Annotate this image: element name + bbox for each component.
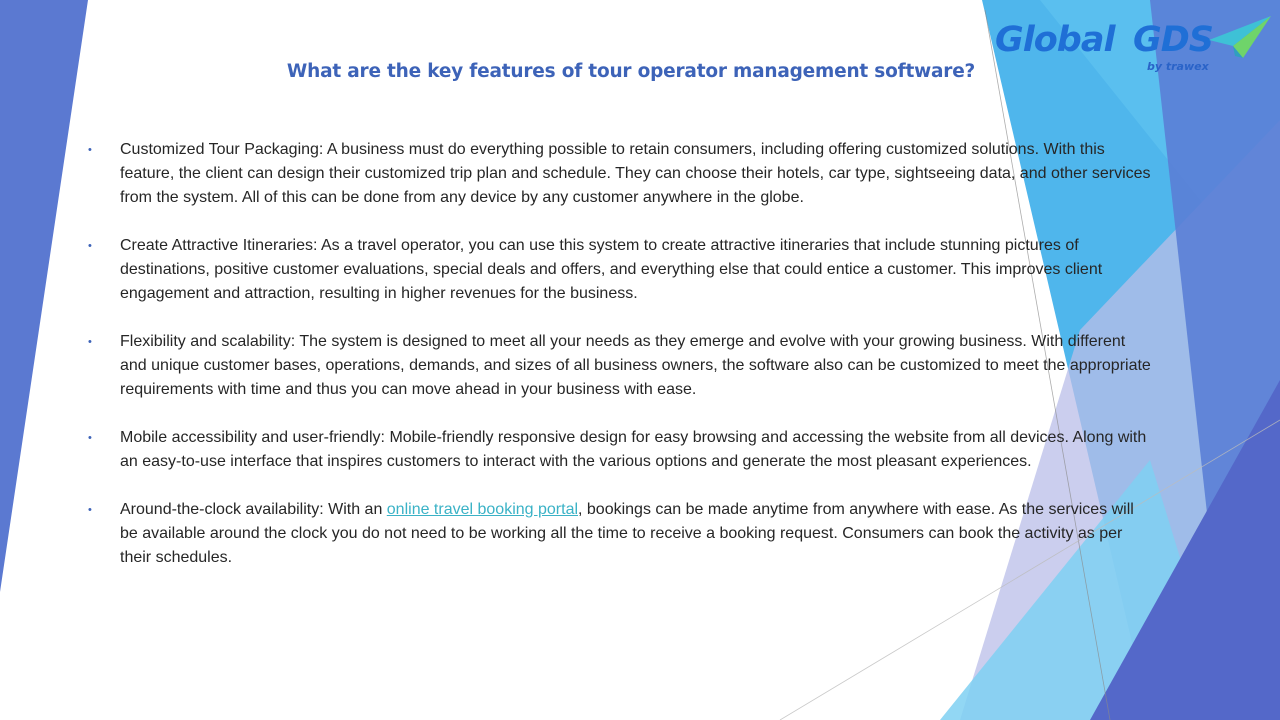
feature-bullet-list	[88, 138, 1156, 594]
bullet-text: Create Attractive Itineraries: As a travel operator, you can use this system to create attractive itineraries that include stunning pictures of destinations, positive customer evaluations, special deals and offers, and everything else that could entice a customer. This improves client engagement and attraction, resulting in higher revenues for the business.	[120, 237, 1103, 302]
bullet-item-itineraries	[88, 234, 1156, 306]
bullet-symbol: •	[88, 240, 92, 252]
logo-tagline: by trawex	[1147, 60, 1209, 73]
bullet-item-customized-tour	[88, 138, 1156, 210]
bullet-symbol: •	[88, 336, 92, 348]
logo-brand-text: Global	[995, 20, 1115, 60]
bullet-symbol: •	[88, 504, 92, 516]
left-blue-shape	[0, 0, 88, 592]
bullet-item-mobile	[88, 426, 1156, 474]
bullet-text-after-link: , bookings can be made anytime from anywhere with ease. As the services will be available around the clock you do not need to be working all the time to receive a booking request. Consumers can book the activity as per their schedules.	[120, 501, 1134, 566]
bullet-text: Mobile accessibility and user-friendly: Mobile-friendly responsive design for easy browsing and accessing the website from all devices. Along with an easy-to-use interface that inspires customers to interact with the various options and generate the most pleasant experiences.	[120, 429, 1147, 470]
online-travel-booking-portal-link[interactable]: online travel booking portal	[386, 501, 579, 518]
slide-title: What are the key features of tour operator management software?	[286, 61, 976, 82]
bullet-text: Flexibility and scalability: The system is designed to meet all your needs as they emerge and evolve with your growing business. With different and unique customer bases, operations, demands, and sizes of all business owners, the software also can be customized to meet the appropriate requirements with time and thus you can move ahead in your business with ease.	[120, 333, 1151, 398]
bullet-text-before-link: Around-the-clock availability: With an	[120, 501, 387, 518]
bullet-symbol: •	[88, 432, 92, 444]
bullet-item-flexibility	[88, 330, 1156, 402]
logo-brand-accent: GDS	[1133, 20, 1213, 60]
bullet-text: Customized Tour Packaging: A business must do everything possible to retain consumers, including offering customized solutions. With this feature, the client can design their customized trip plan and schedule. They can choose their hotels, car type, sightseeing data, and other services from the system. All of this can be done from any device by any customer anywhere in the globe.	[120, 141, 1151, 206]
paper-plane-icon	[1209, 16, 1271, 58]
bullet-symbol: •	[88, 144, 92, 156]
bullet-item-availability	[88, 498, 1156, 570]
